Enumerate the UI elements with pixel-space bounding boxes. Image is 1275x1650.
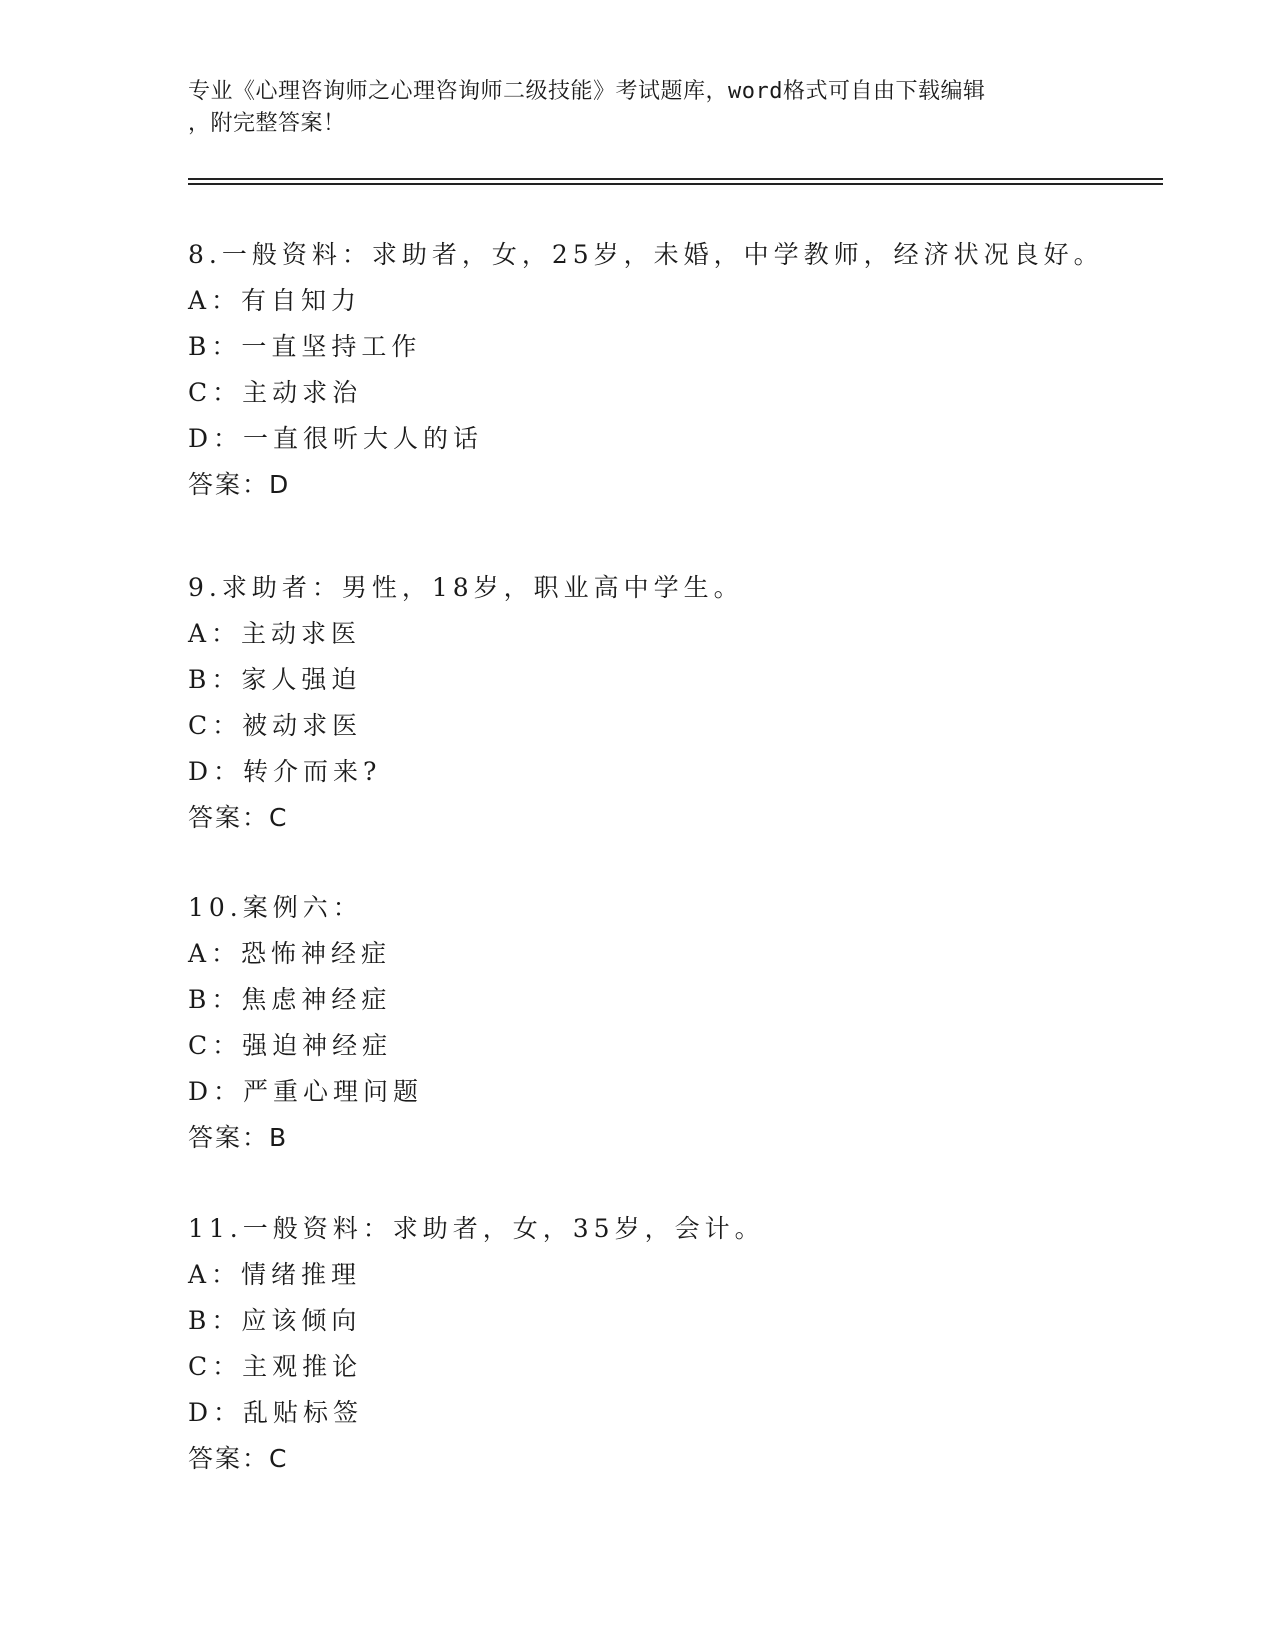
question-block-11 — [188, 1206, 1148, 1482]
option-b: B：应该倾向 — [188, 1306, 362, 1335]
option-b: B：家人强迫 — [188, 665, 362, 694]
question-block-10 — [188, 885, 1148, 1161]
header-divider-bottom — [188, 183, 1163, 185]
document-title-line-1: 专业《心理咨询师之心理咨询师二级技能》考试题库，word格式可自由下载编辑 — [188, 79, 986, 104]
option-d: D：严重心理问题 — [188, 1077, 424, 1106]
option-a: A：情绪推理 — [188, 1260, 362, 1289]
question-stem: 9.求助者：男性，18岁，职业高中学生。 — [188, 573, 744, 602]
option-a: A：恐怖神经症 — [188, 939, 392, 968]
answer-line: 答案：C — [188, 803, 289, 832]
answer-line: 答案：C — [188, 1444, 289, 1473]
question-stem: 11.一般资料：求助者，女，35岁，会计。 — [188, 1214, 765, 1243]
question-block-8 — [188, 232, 1148, 508]
option-a: A：主动求医 — [188, 619, 362, 648]
answer-line: 答案：D — [188, 470, 291, 499]
question-stem: 10.案例六： — [188, 893, 363, 922]
option-c: C：强迫神经症 — [188, 1031, 393, 1060]
question-stem: 8.一般资料：求助者，女，25岁，未婚，中学教师，经济状况良好。 — [188, 240, 1104, 269]
header-divider-top — [188, 178, 1163, 180]
option-b: B：一直坚持工作 — [188, 332, 422, 361]
option-c: C：主观推论 — [188, 1352, 363, 1381]
option-d: D：转介而来? — [188, 757, 382, 786]
option-b: B：焦虑神经症 — [188, 985, 392, 1014]
option-c: C：被动求医 — [188, 711, 363, 740]
document-title-line-2: ，附完整答案！ — [188, 111, 346, 136]
option-d: D：一直很听大人的话 — [188, 424, 484, 453]
option-a: A：有自知力 — [188, 286, 362, 315]
question-block-9 — [188, 565, 1148, 841]
option-c: C：主动求治 — [188, 378, 363, 407]
answer-line: 答案：B — [188, 1123, 289, 1152]
option-d: D：乱贴标签 — [188, 1398, 364, 1427]
